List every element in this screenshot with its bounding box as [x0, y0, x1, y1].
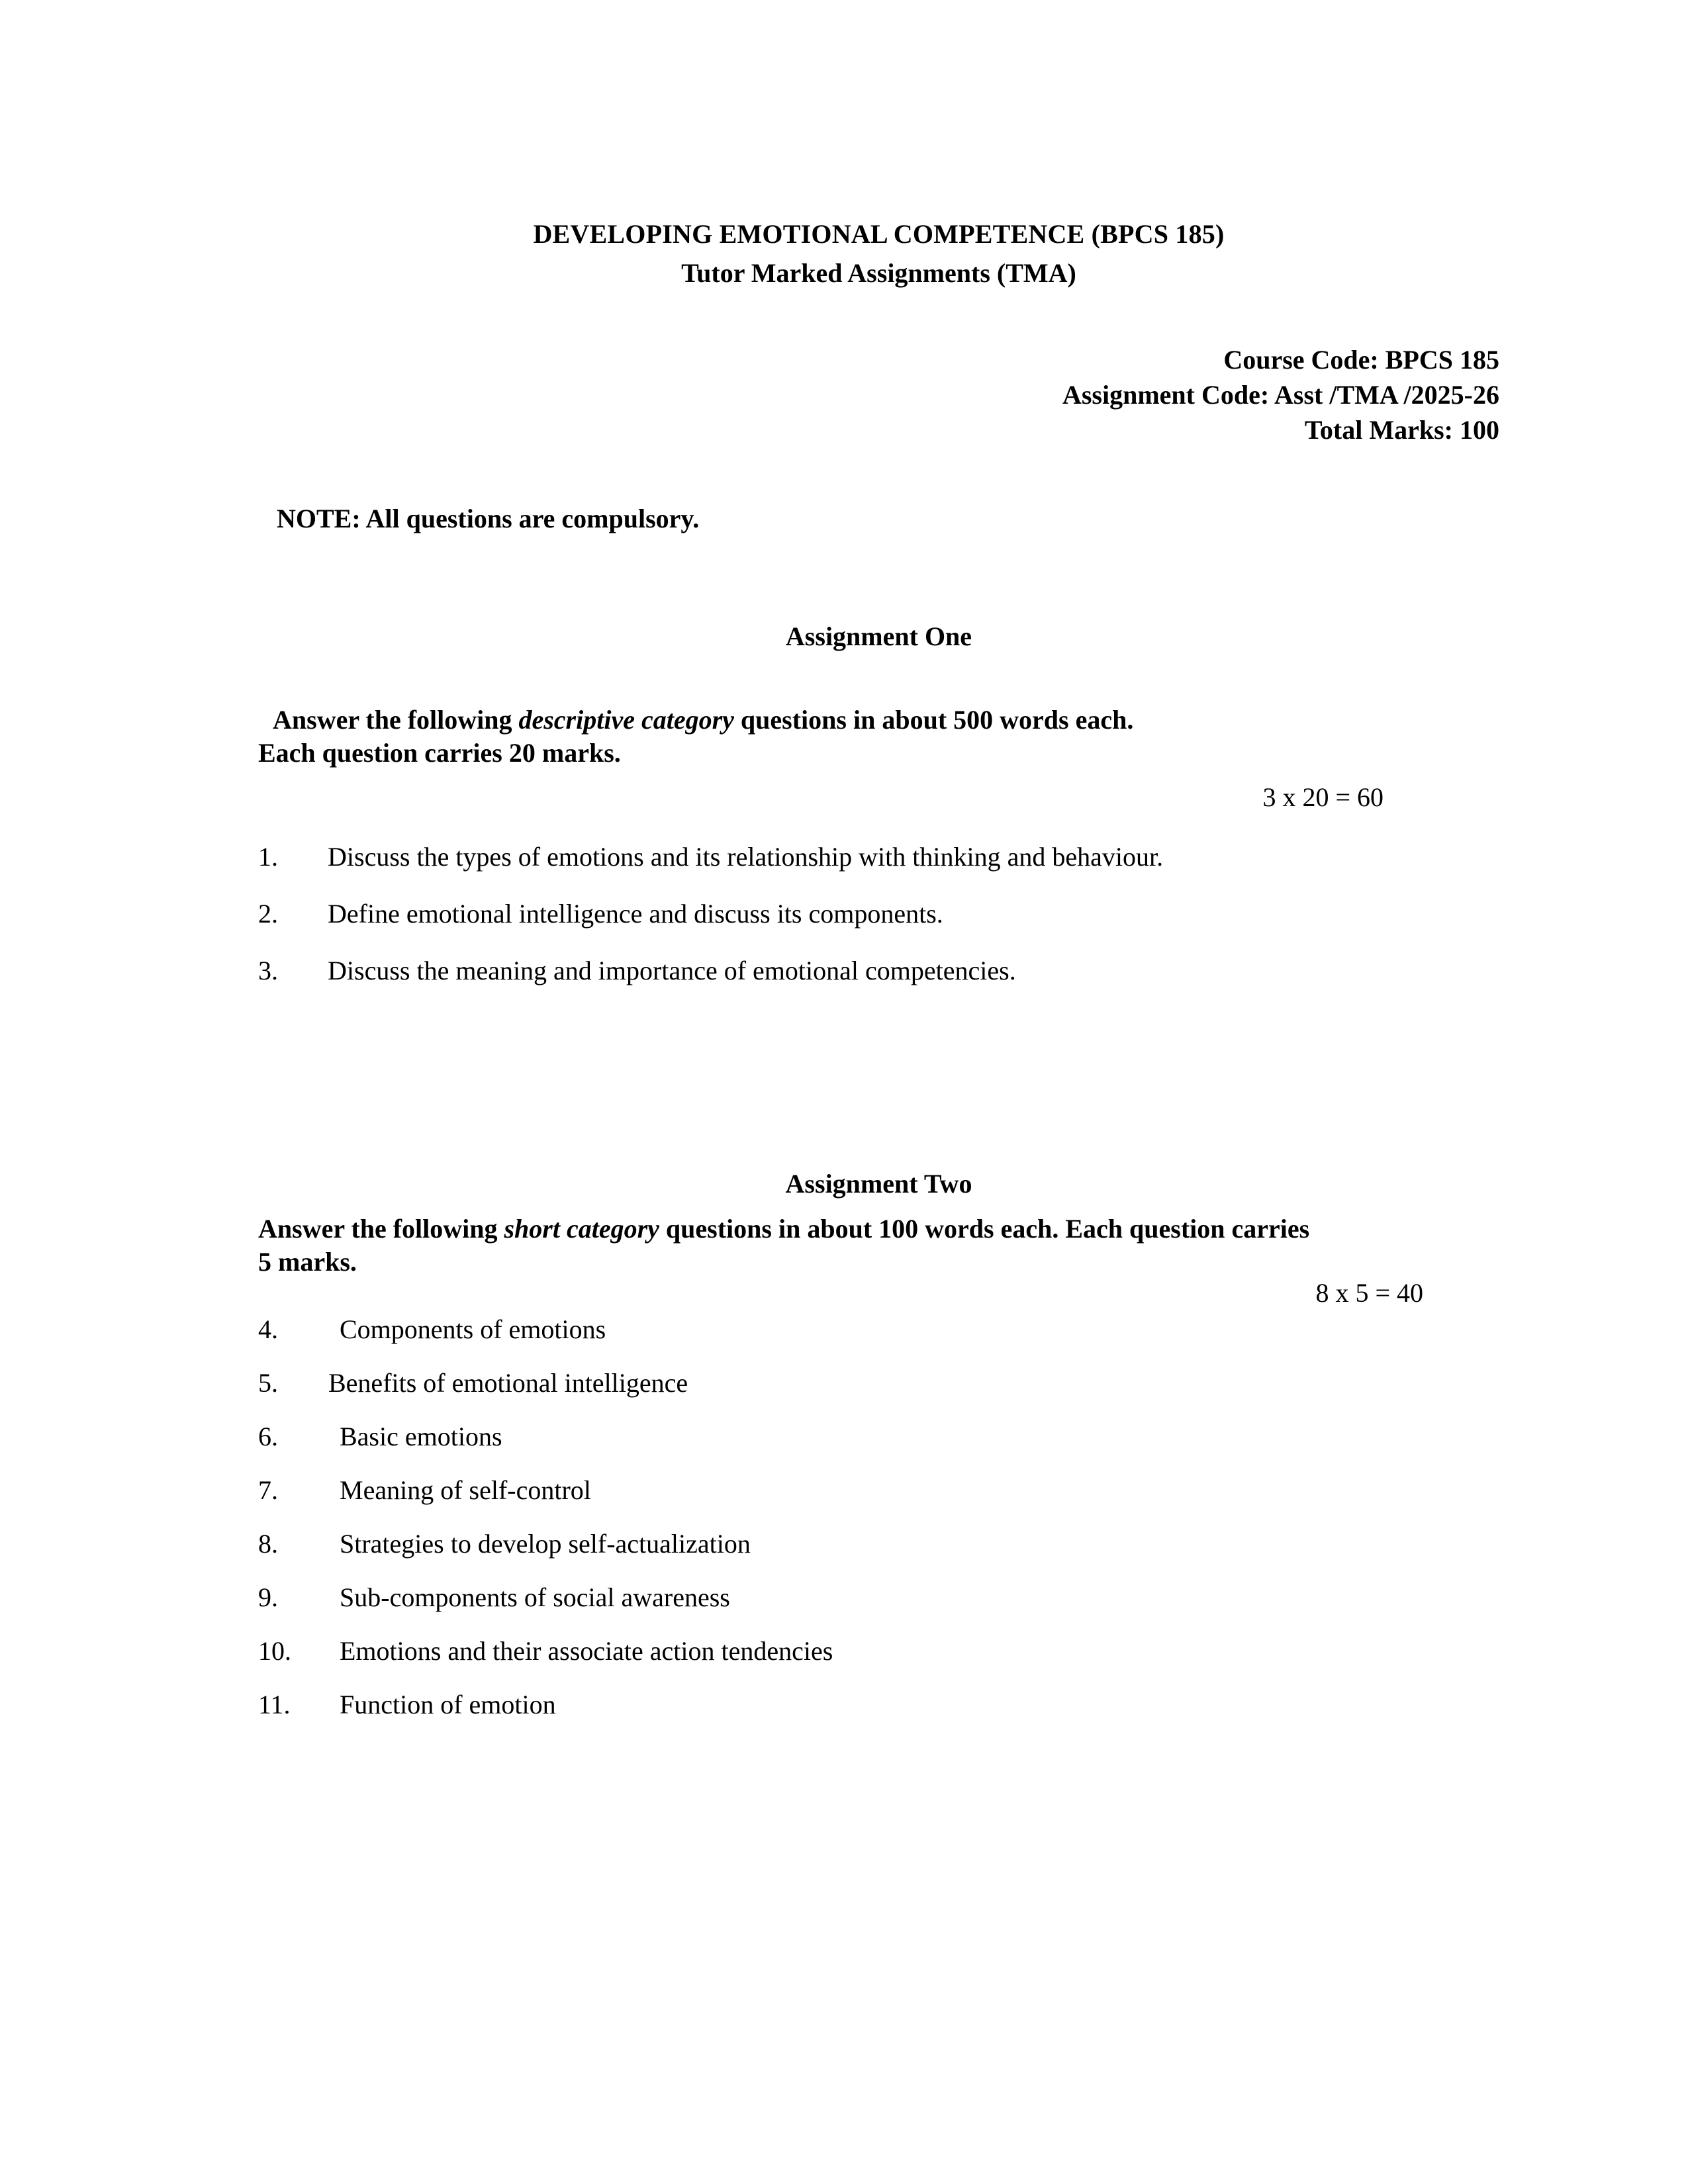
question-number: 5.	[258, 1368, 278, 1398]
assignment-two-instructions	[258, 1212, 1503, 1279]
list-item	[258, 1528, 1499, 1582]
question-number: 11.	[258, 1690, 291, 1719]
assignment-one-heading: Assignment One	[785, 621, 972, 651]
list-item	[258, 1582, 1499, 1635]
question-number: 1.	[258, 842, 278, 872]
question-text: Meaning of self-control	[340, 1475, 591, 1505]
question-text: Discuss the types of emotions and its relationship with thinking and behaviour.	[328, 842, 1164, 872]
list-item	[258, 955, 1499, 1012]
assignment-one-intro-after: questions in about 500 words each.	[733, 705, 1134, 735]
assignment-one-intro-before: Answer the following	[273, 705, 519, 735]
list-item	[258, 1689, 1499, 1743]
course-meta-block	[258, 343, 1499, 447]
assignment-two-question-list	[258, 1314, 1499, 1743]
question-number: 2.	[258, 899, 278, 929]
list-item	[258, 1475, 1499, 1528]
page-subtitle: Tutor Marked Assignments (TMA)	[681, 258, 1076, 289]
question-text: Sub-components of social awareness	[340, 1582, 730, 1612]
assignment-one-instruction-line-1	[258, 704, 1499, 737]
list-item	[258, 841, 1499, 898]
list-item	[258, 1367, 1499, 1421]
assignment-two-heading: Assignment Two	[785, 1169, 972, 1199]
question-number: 7.	[258, 1475, 278, 1505]
question-text: Emotions and their associate action tendencies	[340, 1636, 833, 1666]
assignment-one-question-list	[258, 841, 1499, 1012]
note-line: NOTE: All questions are compulsory.	[277, 504, 700, 533]
document-header	[258, 218, 1499, 289]
assignment-two-instruction-line-1	[258, 1212, 1503, 1246]
assignment-one-marks: 3 x 20 = 60	[1262, 782, 1383, 812]
question-number: 9.	[258, 1582, 278, 1612]
question-number: 10.	[258, 1636, 291, 1666]
assignment-two-intro-italic: short category	[504, 1214, 659, 1244]
question-number: 4.	[258, 1314, 278, 1344]
question-text: Discuss the meaning and importance of emotional competencies.	[328, 956, 1016, 985]
question-number: 6.	[258, 1422, 278, 1451]
assignment-code-line: Assignment Code: Asst /TMA /2025-26	[1062, 379, 1499, 410]
list-item	[258, 1314, 1499, 1367]
question-number: 8.	[258, 1529, 278, 1559]
question-text: Components of emotions	[340, 1314, 606, 1344]
question-text: Basic emotions	[340, 1422, 502, 1451]
total-marks-line: Total Marks: 100	[1304, 414, 1499, 445]
list-item	[258, 1635, 1499, 1689]
assignment-one-instructions	[258, 704, 1499, 770]
page-title: DEVELOPING EMOTIONAL COMPETENCE (BPCS 185)	[533, 219, 1225, 249]
question-number: 3.	[258, 956, 278, 985]
question-text: Benefits of emotional intelligence	[328, 1368, 688, 1398]
question-text: Define emotional intelligence and discuss its components.	[328, 899, 943, 929]
course-code-line: Course Code: BPCS 185	[1223, 345, 1499, 375]
question-text: Strategies to develop self-actualization	[340, 1529, 751, 1559]
assignment-two-intro-after: questions in about 100 words each. Each question carries	[659, 1214, 1310, 1244]
assignment-two-instruction-line-2: 5 marks.	[258, 1247, 357, 1277]
assignment-two-marks: 8 x 5 = 40	[1315, 1278, 1423, 1308]
assignment-two-intro-before: Answer the following	[258, 1214, 504, 1244]
list-item	[258, 1421, 1499, 1475]
list-item	[258, 898, 1499, 955]
assignment-one-instruction-line-2: Each question carries 20 marks.	[258, 738, 621, 768]
assignment-one-intro-italic: descriptive category	[518, 705, 734, 735]
question-text: Function of emotion	[340, 1690, 556, 1719]
